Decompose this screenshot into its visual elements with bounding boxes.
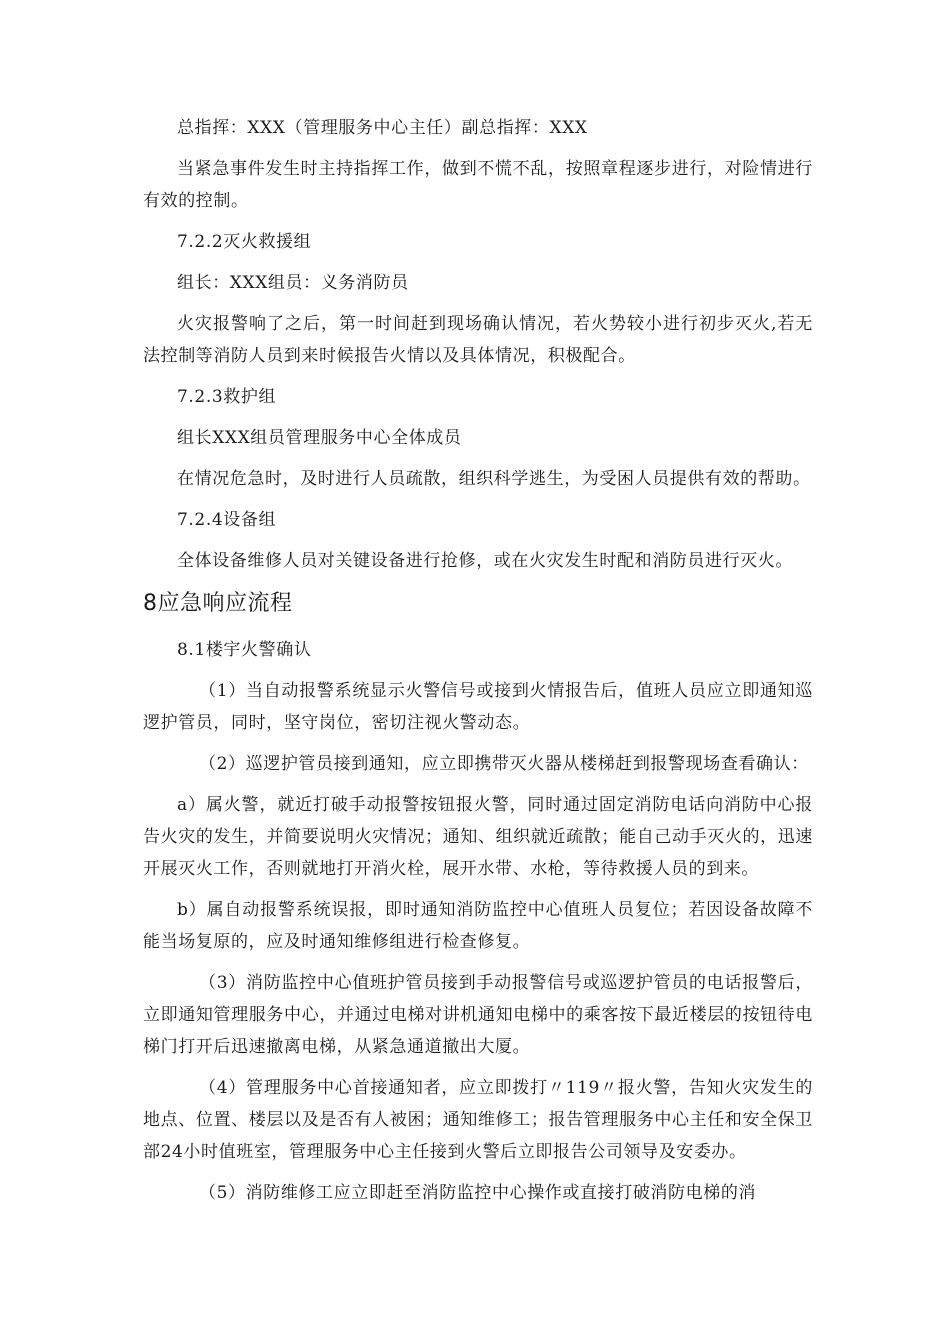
rescue-group-members: 组长XXX组员管理服务中心全体成员 [177,428,462,448]
step-4: （4）管理服务中心首接通知者，应立即拨打〃119〃报火警，告知火灾发生的地点、位置、楼层以及是否有人被困；通知维修工；报告管理服务中心主任和安全保卫部24小时值班室，管理服务中心主任接到火警后立即报告公司领导及安委办。 [143,1078,813,1162]
commander-duty: 当紧急事件发生时主持指挥工作，做到不慌不乱，按照章程逐步进行，对险情进行有效的控制。 [143,159,813,211]
subsection-title-7-2-2: 7.2.2灭火救援组 [177,232,312,252]
step-2-b: b）属自动报警系统误报，即时通知消防监控中心值班人员复位；若因设备故障不能当场复原的，应及时通知维修组进行检查修复。 [143,900,813,952]
step-1: （1）当自动报警系统显示火警信号或接到火情报告后，值班人员应立即通知巡逻护管员，同时，坚守岗位，密切注视火警动态。 [143,681,813,733]
step-5: （5）消防维修工应立即赶至消防监控中心操作或直接打破消防电梯的消 [199,1183,757,1203]
commander-line: 总指挥：XXX（管理服务中心主任）副总指挥：XXX [177,118,588,138]
firefighting-group-duty: 火灾报警响了之后，第一时间赶到现场确认情况，若火势较小进行初步灭火,若无法控制等消防人员到来时候报告火情以及具体情况，积极配合。 [143,314,813,366]
step-2: （2）巡逻护管员接到通知，应立即携带灭火器从楼梯赶到报警现场查看确认： [199,754,809,774]
step-3: （3）消防监控中心值班护管员接到手动报警信号或巡逻护管员的电话报警后，立即通知管理服务中心，并通过电梯对讲机通知电梯中的乘客按下最近楼层的按钮待电梯门打开后迅速撤离电梯，从紧急通道撤出大厦。 [143,973,813,1057]
subsection-title-7-2-3: 7.2.3救护组 [177,387,277,407]
section-heading-8: 8应急响应流程 [143,591,293,616]
rescue-group-duty: 在情况危急时，及时进行人员疏散，组织科学逃生，为受困人员提供有效的帮助。 [177,469,811,489]
equipment-group-duty: 全体设备维修人员对关键设备进行抢修，或在火灾发生时配和消防员进行灭火。 [177,551,793,571]
document-body [143,112,813,1218]
subsection-title-7-2-4: 7.2.4设备组 [177,510,277,530]
firefighting-group-members: 组长：XXX组员：义务消防员 [177,273,409,293]
step-2-a: a）属火警，就近打破手动报警按钮报火警，同时通过固定消防电话向消防中心报告火灾的发生，并简要说明火灾情况；通知、组织就近疏散；能自己动手灭火的，迅速开展灭火工作，否则就地打开消火栓，展开水带、水枪，等待救援人员的到来。 [143,795,813,879]
subsection-title-8-1: 8.1楼宇火警确认 [177,640,312,660]
